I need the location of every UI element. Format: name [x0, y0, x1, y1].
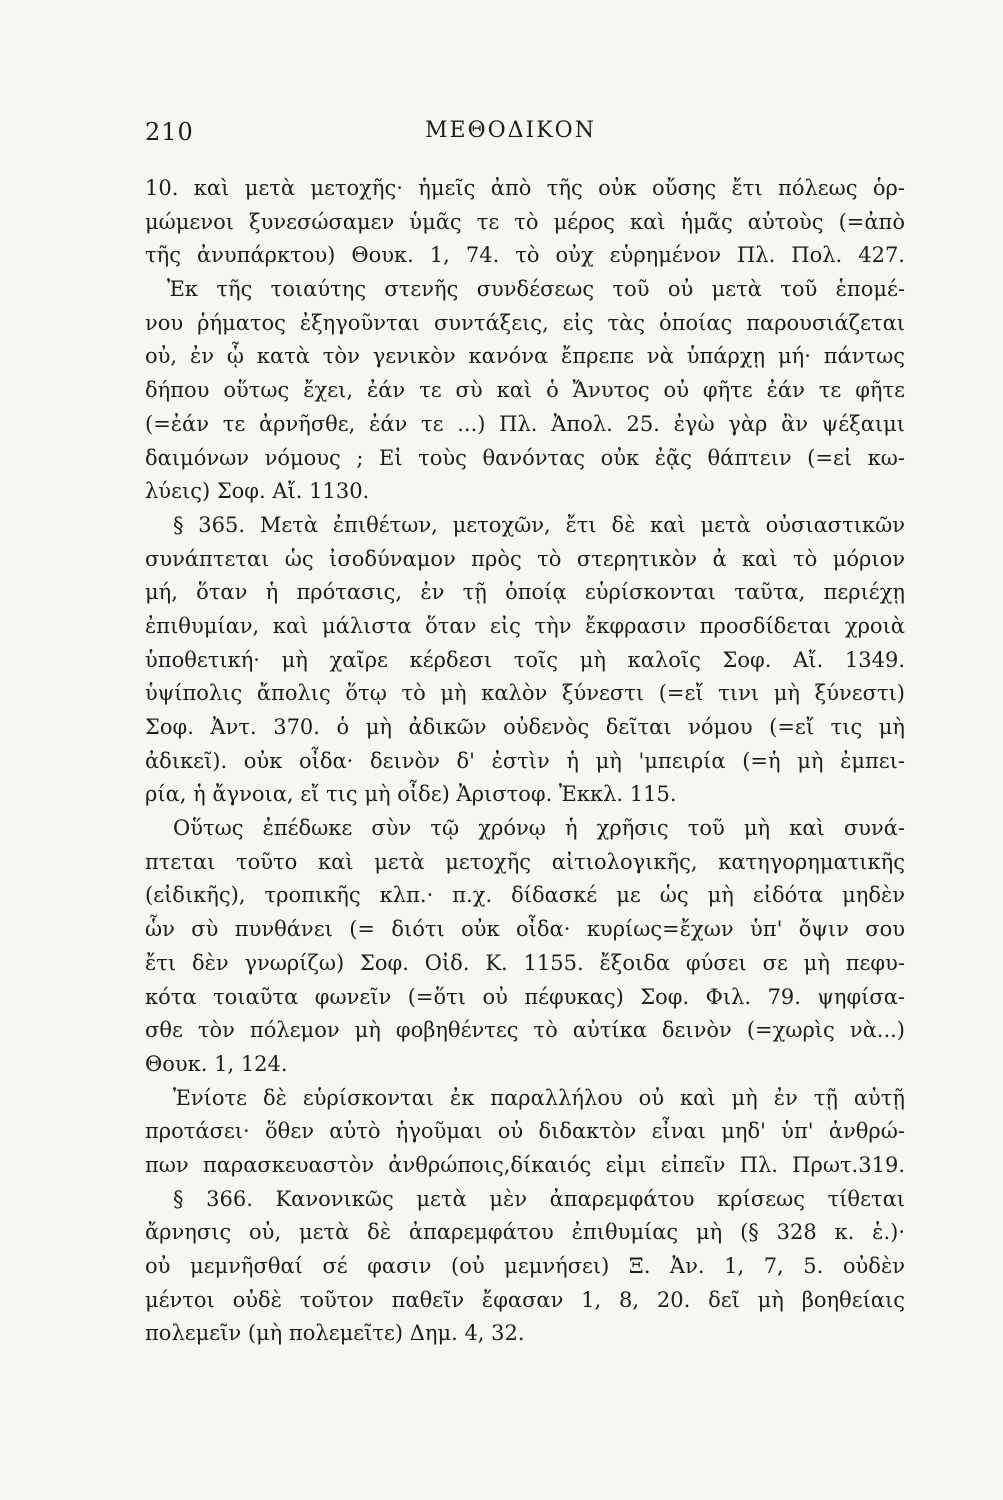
text-line: τῆς ἀνυπάρκτου) Θουκ. 1, 74. τὸ οὐχ εὑρημένον Πλ. Πολ. 427. — [145, 243, 905, 268]
text-line: Οὕτως ἐπέδωκε σὺν τῷ χρόνῳ ἡ χρῆσις τοῦ μὴ καὶ συνά- — [173, 816, 905, 841]
text-line: μώμενοι ξυνεσώσαμεν ὑμᾶς τε τὸ μέρος καὶ ἡμᾶς αὐτοὺς (=ἀπὸ — [145, 209, 905, 234]
text-line: λύεις) Σοφ. Αἴ. 1130. — [145, 479, 370, 504]
text-line: πτεται τοῦτο καὶ μετὰ μετοχῆς αἰτιολογικῆς, κατηγορηματικῆς — [145, 849, 905, 874]
text-line: κότα τοιαῦτα φωνεῖν (=ὅτι οὐ πέφυκας) Σοφ. Φιλ. 79. ψηφίσα- — [145, 984, 905, 1009]
text-line: ρία, ἡ ἄγνοια, εἴ τις μὴ οἶδε) Ἀριστοφ. Ἐκκλ. 115. — [145, 782, 677, 807]
text-line: δαιμόνων νόμους ; Εἰ τοὺς θανόντας οὐκ ἐᾷς θάπτειν (=εἰ κω- — [145, 445, 905, 470]
text-line: Θουκ. 1, 124. — [145, 1051, 288, 1076]
text-line: οὐ, ἐν ᾧ κατὰ τὸν γενικὸν κανόνα ἔπρεπε νὰ ὑπάρχῃ μή· πάντως — [145, 344, 905, 369]
text-line: § 365. Μετὰ ἐπιθέτων, μετοχῶν, ἔτι δὲ καὶ μετὰ οὐσιαστικῶν — [173, 512, 905, 537]
text-line: πων παρασκευαστὸν ἀνθρώποις,δίκαιός εἰμι εἰπεῖν Πλ. Πρωτ.319. — [145, 1152, 905, 1177]
text-line: (=ἐάν τε ἀρνῆσθε, ἐάν τε ...) Πλ. Ἀπολ. 25. ἐγὼ γὰρ ἂν ψέξαιμι — [145, 411, 905, 436]
text-line: πολεμεῖν (μὴ πολεμεῖτε) Δημ. 4, 32. — [145, 1321, 525, 1346]
text-line: § 366. Κανονικῶς μετὰ μὲν ἀπαρεμφάτου κρίσεως τίθεται — [173, 1186, 905, 1211]
text-line: Ἐνίοτε δὲ εὑρίσκονται ἐκ παραλλήλου οὐ καὶ μὴ ἐν τῇ αὐτῇ — [173, 1085, 905, 1110]
page-number: 210 — [145, 118, 194, 146]
text-line: ὧν σὺ πυνθάνει (= διότι οὐκ οἶδα· κυρίως=ἔχων ὑπ' ὄψιν σου — [145, 917, 905, 942]
text-line: Σοφ. Ἀντ. 370. ὁ μὴ ἀδικῶν οὐδενὸς δεῖται νόμου (=εἴ τις μὴ — [145, 715, 905, 739]
text-line: ἀδικεῖ). οὐκ οἶδα· δεινὸν δ' ἐστὶν ἡ μὴ 'μπειρία (=ἡ μὴ ἐμπει- — [145, 748, 905, 773]
text-line: οὐ μεμνῆσθαί σέ φασιν (οὐ μεμνήσει) Ξ. Ἀν. 1, 7, 5. οὐδὲν — [145, 1254, 905, 1278]
text-line: ἔτι δὲν γνωρίζω) Σοφ. Οἰδ. Κ. 1155. ἔξοιδα φύσει σε μὴ πεφυ- — [145, 950, 905, 975]
text-line: Ἐκ τῆς τοιαύτης στενῆς συνδέσεως τοῦ οὐ μετὰ τοῦ ἑπομέ- — [167, 277, 905, 302]
text-line: μέντοι οὐδὲ τοῦτον παθεῖν ἔφασαν 1, 8, 20. δεῖ μὴ βοηθείαις — [145, 1287, 905, 1312]
text-line: ὑψίπολις ἄπολις ὅτῳ τὸ μὴ καλὸν ξύνεστι (=εἴ τινι μὴ ξύνεστι) — [145, 681, 905, 706]
text-line: ἄρνησις οὐ, μετὰ δὲ ἀπαρεμφάτου ἐπιθυμίας μὴ (§ 328 κ. ἑ.)· — [145, 1220, 905, 1245]
text-line: 10. καὶ μετὰ μετοχῆς· ἡμεῖς ἀπὸ τῆς οὐκ οὔσης ἔτι πόλεως ὁρ- — [145, 176, 905, 200]
text-line: δήπου οὕτως ἔχει, ἐάν τε σὺ καὶ ὁ Ἄνυτος οὐ φῆτε ἐάν τε φῆτε — [145, 378, 905, 403]
text-line: συνάπτεται ὡς ἰσοδύναμον πρὸς τὸ στερητικὸν ἀ καὶ τὸ μόριον — [145, 546, 905, 571]
text-line: ἐπιθυμίαν, καὶ μάλιστα ὅταν εἰς τὴν ἔκφρασιν προσδίδεται χροιὰ — [145, 613, 905, 638]
text-line: ὑποθετική· μὴ χαῖρε κέρδεσι τοῖς μὴ καλοῖς Σοφ. Αἴ. 1349. — [145, 647, 905, 672]
text-line: νου ῥήματος ἐξηγοῦνται συντάξεις, εἰς τὰς ὁποίας παρουσιάζεται — [145, 310, 905, 335]
text-line: (εἰδικῆς), τροπικῆς κλπ.· π.χ. δίδασκέ με ὡς μὴ εἰδότα μηδὲν — [145, 883, 905, 908]
body-text — [145, 172, 905, 1351]
text-line: σθε τὸν πόλεμον μὴ φοβηθέντες τὸ αὐτίκα δεινὸν (=χωρὶς νὰ...) — [145, 1018, 905, 1043]
running-head: ΜΕΘΟΔΙΚΟΝ — [425, 118, 596, 143]
page-header — [145, 118, 925, 154]
text-line: προτάσει· ὅθεν αὐτὸ ἡγοῦμαι οὐ διδακτὸν εἶναι μηδ' ὑπ' ἀνθρώ- — [145, 1119, 905, 1144]
text-line: μή, ὅταν ἡ πρότασις, ἐν τῇ ὁποίᾳ εὑρίσκονται ταῦτα, περιέχῃ — [145, 580, 905, 605]
